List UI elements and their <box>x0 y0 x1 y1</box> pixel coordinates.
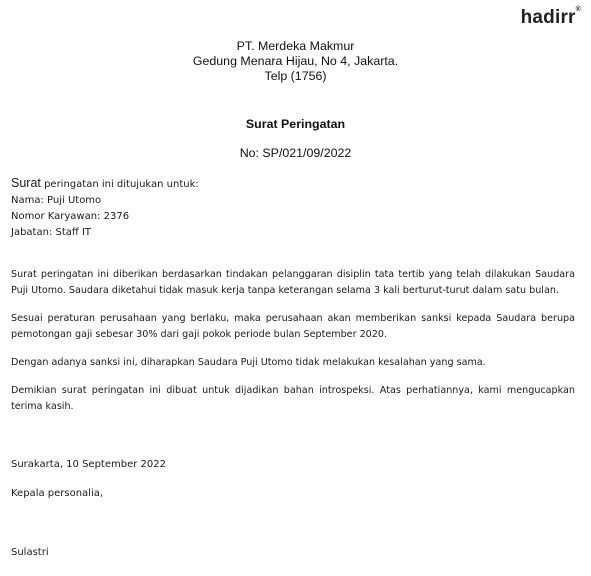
company-address: Gedung Menara Hijau, No 4, Jakarta. <box>192 54 399 68</box>
recipient-position: Jabatan: Staff IT <box>11 227 92 238</box>
recipient-intro-rest: peringatan ini ditujukan untuk: <box>40 179 199 190</box>
signer-role: Kepala personalia, <box>11 488 104 499</box>
paragraph-expectation: Dengan adanya sanksi ini, diharapkan Saudara Puji Utomo tidak melakukan kesalahan yang sama. <box>11 357 486 368</box>
registered-mark: ® <box>575 6 581 13</box>
logo-text: hadirr <box>520 7 576 28</box>
letter-title: Surat Peringatan <box>245 117 346 131</box>
letter-body <box>11 267 575 427</box>
letter-header <box>0 39 591 84</box>
recipient-name: Nama: Puji Utomo <box>11 195 102 206</box>
place-date: Surakarta, 10 September 2022 <box>11 459 166 470</box>
company-name: PT. Merdeka Makmur <box>236 39 355 53</box>
recipient-block <box>11 175 581 241</box>
recipient-employee-number: Nomor Karyawan: 2376 <box>11 211 130 222</box>
paragraph-sanction: Sesuai peraturan perusahaan yang berlaku, maka perusahaan akan memberikan sanksi kepada Saudara berupa pemotongan gaji sebesar 30% dari gaji pokok periode bulan September 2020. <box>11 313 575 340</box>
company-phone: Telp (1756) <box>264 69 327 83</box>
signer-name: Sulastri <box>11 547 49 558</box>
paragraph-violation: Surat peringatan ini diberikan berdasarkan tindakan pelanggaran disiplin tata tertib yang telah dilakukan Saudara Puji Utomo. Saudara diketahui tidak masuk kerja tanpa keterangan selama 3 kali berturut-turut dalam satu bulan. <box>11 269 575 296</box>
paragraph-closing-remark: Demikian surat peringatan ini dibuat untuk dijadikan bahan introspeksi. Atas perhatiannya, kami mengucapkan terima kasih. <box>11 385 575 412</box>
company-logo <box>521 7 581 29</box>
letter-number: No: SP/021/09/2022 <box>239 146 352 160</box>
recipient-intro <box>11 175 581 193</box>
recipient-intro-first: Surat <box>11 176 41 190</box>
